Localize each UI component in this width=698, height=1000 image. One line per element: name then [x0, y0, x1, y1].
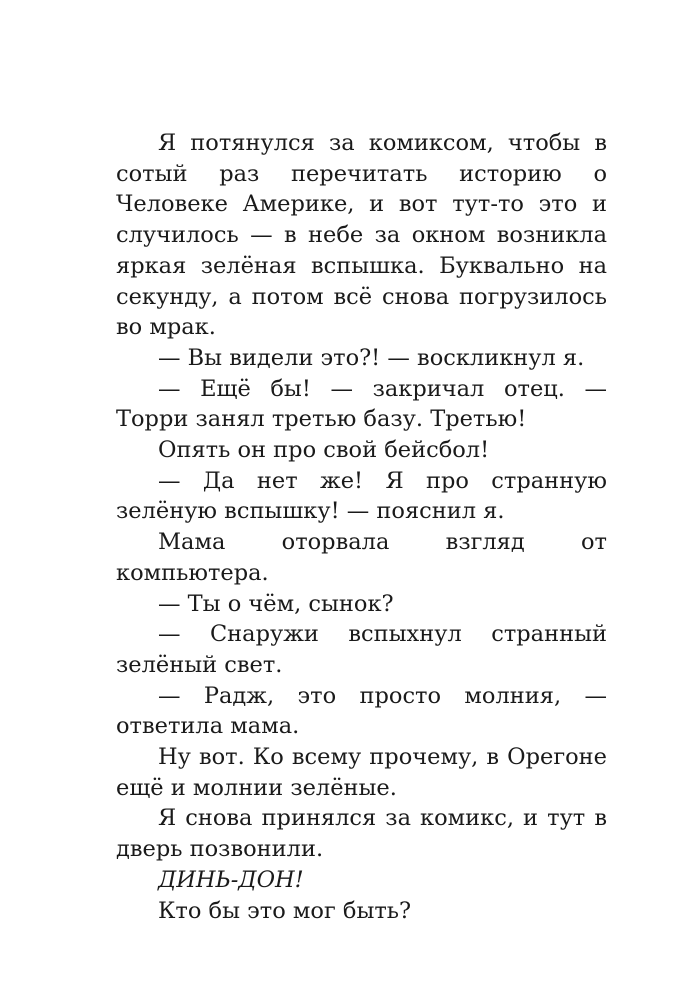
paragraph: — Да нет же! Я про странную зелёную вспышку! — пояснил я. [116, 467, 607, 525]
paragraph: Я снова принялся за комикс, и тут в дверь позвонили. [116, 805, 607, 863]
paragraph: — Ты о чём, сынок? [158, 590, 394, 617]
paragraph: — Снаружи вспыхнул странный зелёный свет. [116, 621, 607, 678]
paragraph: Ну вот. Ко всему прочему, в Орегоне ещё и молнии зелёные. [116, 744, 607, 801]
page-text [116, 128, 607, 926]
paragraph: — Радж, это просто молния, — ответила мама. [116, 682, 607, 740]
paragraph: — Ещё бы! — закричал отец. — Торри занял третью базу. Третью! [116, 375, 607, 433]
paragraph: Мама оторвала взгляд от компьютера. [116, 529, 607, 586]
paragraph: Я потянулся за комиксом, чтобы в сотый раз перечитать историю о Человеке Америке, и вот тут-то это и случилось — в небе за окном возникла яркая зелёная вспышка. Буквально на секунду, а потом всё снова погрузилось во мрак. [116, 130, 607, 341]
paragraph: Опять он про свой бейсбол! [158, 437, 490, 464]
sound-effect: ДИНЬ-ДОН! [158, 866, 304, 893]
paragraph: — Вы видели это?! — воскликнул я. [158, 344, 585, 371]
paragraph: Кто бы это мог быть? [158, 897, 412, 924]
